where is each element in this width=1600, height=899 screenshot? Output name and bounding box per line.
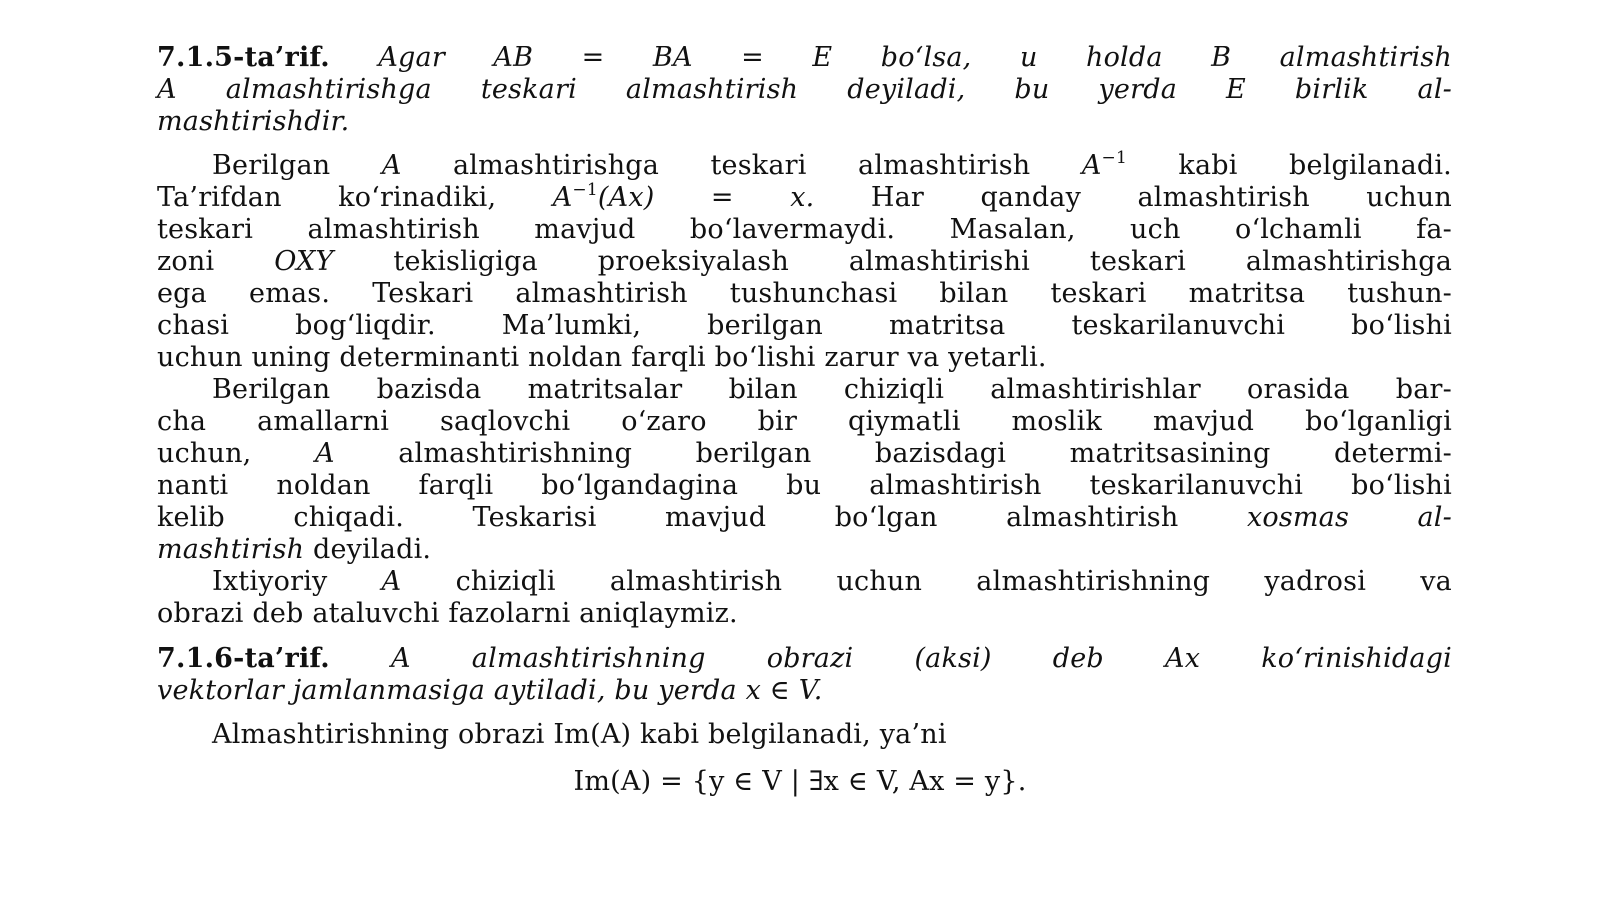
formula-im-a: Im(A) = {y ∈ V | ∃x ∈ V, Ax = y}.	[573, 766, 1027, 797]
def716-line-1	[157, 643, 1452, 675]
para4-line-1: Almashtirishning obrazi Im(A) kabi belgilanadi, ya’ni	[212, 719, 947, 750]
para3-line-1: Ixtiyoriy A chiziqli almashtirish uchun almashtirishning yadrosi va	[212, 566, 1452, 597]
def715-label: 7.1.5-ta’rif.	[157, 42, 330, 73]
para2-line-3: uchun, A almashtirishning berilgan bazisdagi matritsasining determi-	[157, 438, 1452, 469]
def715-line-2: A almashtirishga teskari almashtirish deyiladi, bu yerda E birlik al-	[157, 74, 1452, 105]
def716-line-2: vektorlar jamlanmasiga aytiladi, bu yerda x ∈ V.	[157, 675, 823, 706]
para2-line-5: kelib chiqadi. Teskarisi mavjud bo‘lgan almashtirish xosmas al-	[157, 502, 1452, 533]
para1-line-2: Ta’rifdan ko‘rinadiki, $A^{-1}(Ax) = x$. Har qanday almashtirish uchun	[157, 180, 1452, 213]
term-almashtirish: mashtirish	[157, 534, 305, 565]
para1-line-5: ega emas. Teskari almashtirish tushunchasi bilan teskari matritsa tushun-	[157, 278, 1452, 309]
term-xosmas: xosmas al-	[1246, 502, 1452, 533]
para1-line-3: teskari almashtirish mavjud bo‘lavermaydi. Masalan, uch o‘lchamli fa-	[157, 214, 1452, 245]
para1-line-4: zoni OXY tekisligiga proeksiyalash almashtirishi teskari almashtirishga	[157, 246, 1452, 277]
def716-text: A almashtirishning obrazi (aksi) deb Ax ko‘rinishidagi	[390, 643, 1452, 674]
def715-line-3: mashtirishdir.	[157, 106, 350, 137]
def715-line-1	[157, 42, 1452, 74]
para2-line-4: nanti noldan farqli bo‘lgandagina bu almashtirish teskarilanuvchi bo‘lishi	[157, 470, 1452, 501]
para1-line-6: chasi bog‘liqdir. Ma’lumki, berilgan matritsa teskarilanuvchi bo‘lishi	[157, 310, 1452, 341]
para2-line-6: mashtirish deyiladi.	[157, 534, 432, 565]
para3-line-2: obrazi deb ataluvchi fazolarni aniqlaymiz.	[157, 598, 738, 629]
def715-text: Agar AB = BA = E bo‘lsa, u holda B almashtirish	[378, 42, 1452, 73]
para1-line-7: uchun uning determinanti noldan farqli bo‘lishi zarur va yetarli.	[157, 342, 1047, 373]
para2-line-2: cha amallarni saqlovchi o‘zaro bir qiymatli moslik mavjud bo‘lganligi	[157, 406, 1452, 437]
para1-line-1: Berilgan A almashtirishga teskari almashtirish $A^{-1}$ kabi belgilanadi.	[212, 148, 1452, 181]
def716-label: 7.1.6-ta’rif.	[157, 643, 330, 674]
para2-line-1: Berilgan bazisda matritsalar bilan chiziqli almashtirishlar orasida bar-	[212, 374, 1452, 405]
